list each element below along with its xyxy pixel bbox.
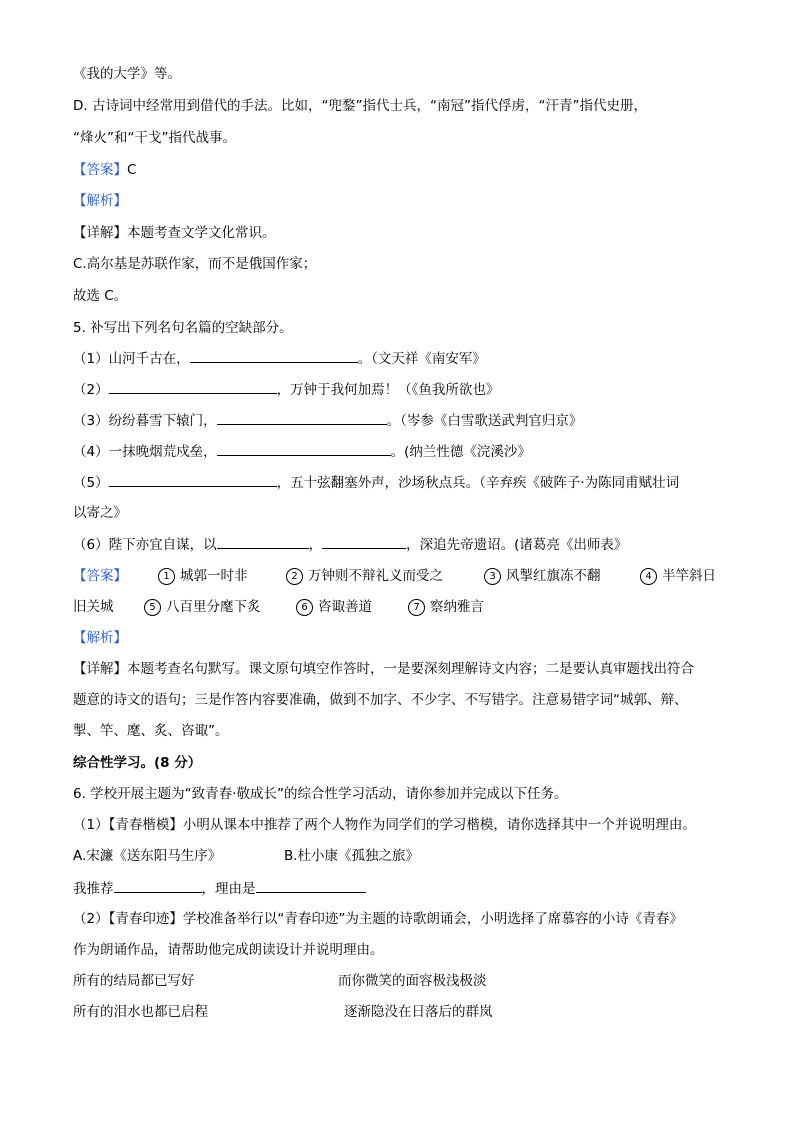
analysis-tag: 【解析】	[73, 193, 127, 209]
answer-text: 风掣红旗冻不翻	[506, 568, 601, 584]
answer-text: 咨诹善道	[318, 599, 372, 615]
q6-text: 我推荐	[73, 881, 114, 897]
text-line: “烽火”和“干戈”指代战事。	[73, 130, 236, 146]
q6-text: ，理由是	[201, 881, 256, 897]
option-a: A.宋濂《送东阳马生序》	[73, 848, 222, 864]
q5-text: 。（岑参《白雪歌送武判官归京》	[386, 413, 583, 429]
answer-text: 察纳雅言	[430, 599, 484, 615]
number-circle: 1	[158, 568, 175, 585]
fill-blank	[256, 878, 366, 893]
text-line: 题意的诗文的语句；三是作答内容要准确，做到不加字、不少字、不写错字。注意易错字词“城郭、辩、	[73, 692, 688, 708]
option-b: B.杜小康《孤独之旅》	[284, 848, 420, 864]
answer-text: 万钟则不辩礼义而受之	[308, 568, 443, 584]
fill-blank	[109, 472, 277, 487]
question-6: 6. 学校开展主题为“致青春·敬成长”的综合性学习活动，请你参加并完成以下任务。	[73, 786, 568, 802]
section-heading: 综合性学习。(8 分）	[73, 755, 202, 771]
answer-item	[484, 566, 601, 586]
answer-item	[296, 597, 372, 617]
question-5: 5. 补写出下列名句名篇的空缺部分。	[73, 320, 293, 336]
answer-item	[286, 566, 443, 586]
answer-line	[73, 160, 136, 180]
number-circle: 3	[484, 568, 501, 585]
number-circle: 6	[296, 599, 313, 616]
q5-item-4	[73, 441, 531, 462]
answer-value: C	[127, 162, 137, 178]
q6-item-1: （1）【青春楷模】小明从课本中推荐了两个人物作为同学们的学习楷模，请你选择其中一个并说明理由。	[73, 817, 696, 833]
number-circle: 5	[144, 599, 161, 616]
fill-blank	[217, 441, 391, 456]
q5-text: （3）纷纷暮雪下辕门，	[73, 413, 217, 429]
q5-text: 。（文天祥《南安军》	[357, 351, 486, 367]
text-line: 掣、竿、麾、炙、咨诹”。	[73, 723, 229, 739]
text-line: 以寄之》	[73, 505, 127, 521]
q5-item-3	[73, 410, 582, 431]
q5-text: （6）陛下亦宜自谋，以	[73, 537, 217, 553]
answer-tag: 【答案】	[73, 568, 127, 584]
detail-text: 本题考查名句默写。课文原句填空作答时，一是要深刻理解诗文内容；二是要认真审题找出符合	[127, 661, 694, 677]
detail-tag: 【详解】	[73, 661, 127, 677]
answer-text: 城郭一时非	[180, 568, 248, 584]
answer-tag: 【答案】	[73, 162, 127, 178]
fill-blank	[114, 878, 202, 893]
fill-blank	[217, 534, 309, 549]
detail-line	[73, 659, 694, 679]
number-circle: 2	[286, 568, 303, 585]
poem-line: 所有的结局都已写好	[73, 973, 195, 989]
answer-item	[144, 597, 261, 617]
q5-item-2	[73, 379, 499, 400]
fill-blank	[322, 534, 406, 549]
q5-text: ，	[308, 537, 323, 553]
answer-item	[408, 597, 484, 617]
detail-line	[73, 223, 276, 243]
number-circle: 4	[640, 568, 657, 585]
answer-item	[158, 566, 248, 586]
q5-text: （2）	[73, 382, 109, 398]
text-line: D. 古诗词中经常用到借代的手法。比如，“兜鍪”指代士兵，“南冠”指代俘虏，“汗青”指代史册，	[73, 98, 647, 114]
recommend-line	[73, 878, 366, 899]
text-line: 作为朗诵作品，请帮助他完成朗读设计并说明理由。	[73, 942, 384, 958]
q6-item-2: （2）【青春印迹】学校准备举行以“青春印迹”为主题的诗歌朗诵会，小明选择了席慕容的小诗《青春》	[73, 911, 683, 927]
q5-item-6	[73, 534, 627, 555]
fill-blank	[109, 379, 277, 394]
q5-text: （4）一抹晚烟荒戍垒，	[73, 444, 217, 460]
q5-text: ，五十弦翻塞外声，沙场秋点兵。（辛弃疾《破阵子·为陈同甫赋壮词	[276, 475, 680, 491]
q5-text: （5）	[73, 475, 109, 491]
detail-text: 本题考查文学文化常识。	[127, 225, 276, 241]
answer-item	[640, 566, 716, 586]
poem-line: 而你微笑的面容极浅极淡	[338, 973, 487, 989]
q5-text: 。(纳兰性德《浣溪沙》	[390, 444, 531, 460]
text-line: 《我的大学》等。	[73, 66, 181, 82]
answer-text: 旧关城	[73, 599, 114, 615]
number-circle: 7	[408, 599, 425, 616]
text-line: C.高尔基是苏联作家，而不是俄国作家；	[73, 256, 317, 272]
fill-blank	[217, 410, 387, 425]
q5-item-1	[73, 348, 486, 369]
q5-text: ，万钟于我何加焉！（《鱼我所欲也》	[276, 382, 500, 398]
q5-text: ，深追先帝遗诏。(诸葛亮《出师表》	[406, 537, 628, 553]
analysis-tag: 【解析】	[73, 630, 127, 646]
q5-item-5	[73, 472, 679, 493]
detail-tag: 【详解】	[73, 225, 127, 241]
q5-text: （1）山河千古在，	[73, 351, 190, 367]
poem-line: 所有的泪水也都已启程	[73, 1004, 208, 1020]
answer-text: 半竿斜日	[662, 568, 716, 584]
fill-blank	[190, 348, 358, 363]
answer-text: 八百里分麾下炙	[166, 599, 261, 615]
text-line: 故选 C。	[73, 288, 128, 304]
poem-line: 逐渐隐没在日落后的群岚	[344, 1004, 493, 1020]
